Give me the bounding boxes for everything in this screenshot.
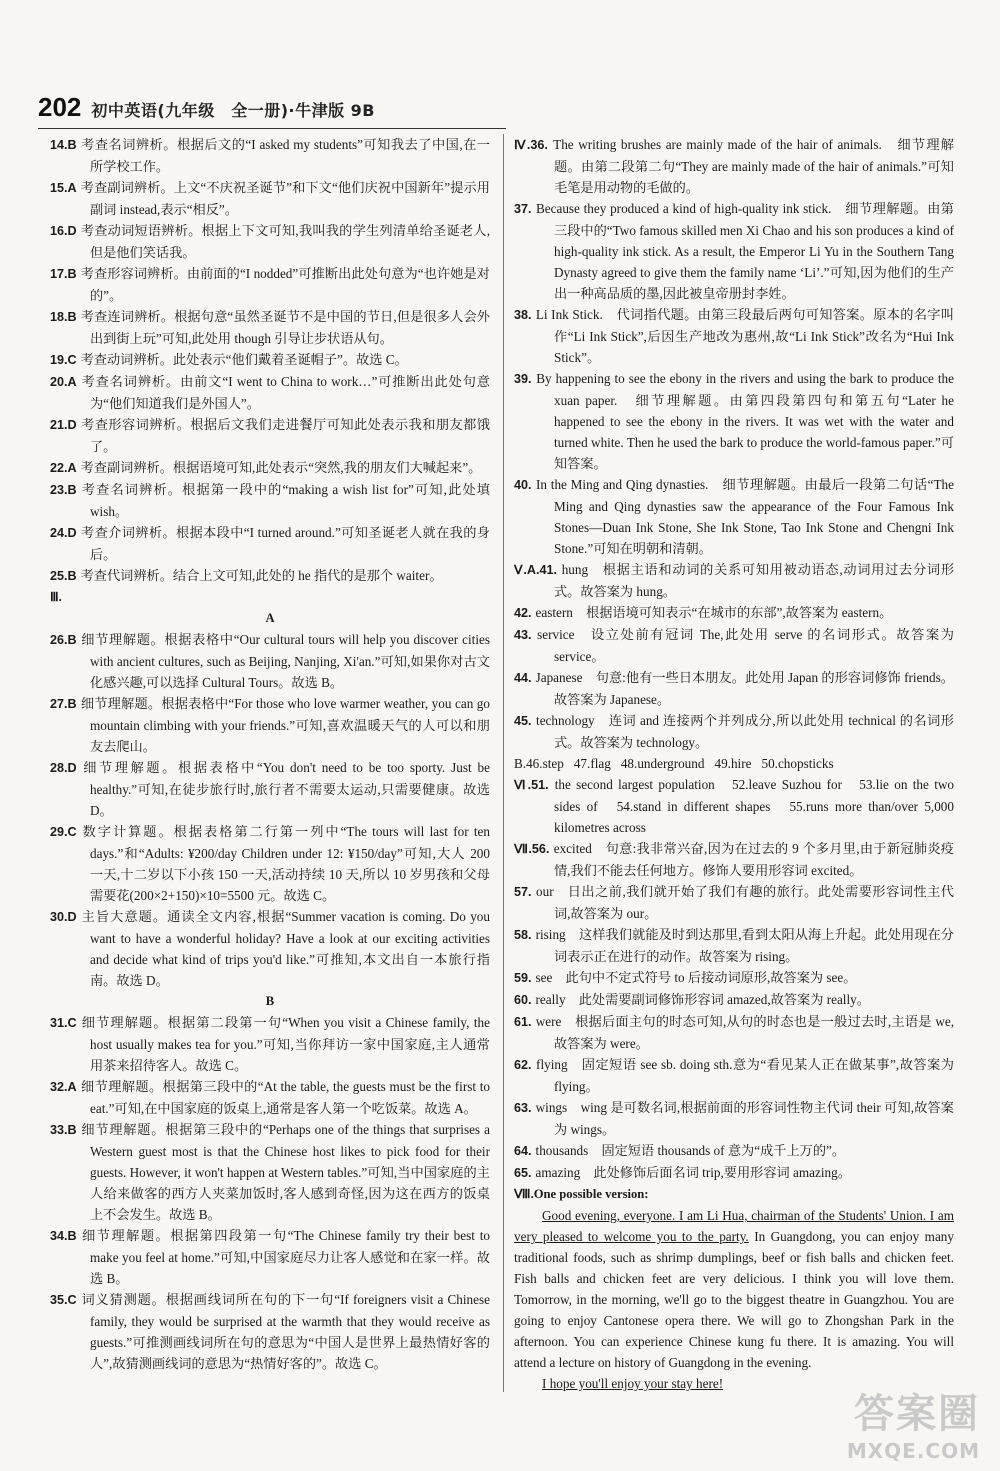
answer-text: wings wing 是可数名词,根据前面的形容词性物主代词 their 可知,故答案为 wings。 <box>535 1100 954 1137</box>
answer-label: 42. <box>514 606 532 620</box>
answer-label: 39. <box>514 372 532 386</box>
answer-item <box>50 414 490 457</box>
answer-item <box>50 220 490 263</box>
answer-text: Because they produced a kind of high-quality ink stick. 细节理解题。由第三段中的“Two famous skilled men Xi Chao and his son produces a kind of high-quality ink stick. As a result, the Emperor Li Yu in the Southern Tang Dynasty agreed to give them the family name ‘Li’.”可知,因为他们的生产出一种高品质的墨,因此被皇帝册封李姓。 <box>535 201 954 301</box>
answer-label: 15.A <box>50 181 77 195</box>
answer-item <box>514 1140 954 1162</box>
answer-label: Ⅵ.51. <box>514 778 549 792</box>
answer-item <box>514 559 954 602</box>
answer-text: hung 根据主语和动词的关系可知用被动语态,动词用过去分词形式。故答案为 hung。 <box>554 562 955 599</box>
answer-text: rising 这样我们就能及时到达那里,看到太阳从海上升起。此处用现在分词表示正在进行的动作。故答案为 rising。 <box>535 927 954 964</box>
answer-text: were 根据后面主句的时态可知,从句的时态也是一般过去时,主语是 we,故答案为 were。 <box>535 1014 954 1051</box>
column-divider <box>503 134 504 1392</box>
answer-item <box>514 198 954 304</box>
section-number: Ⅲ. <box>50 590 62 604</box>
answer-text: 考查动词辨析。此处表示“他们戴着圣诞帽子”。故选 C。 <box>80 352 408 367</box>
answer-text: 考查副词辨析。上文“不庆祝圣诞节”和下文“他们庆祝中国新年”提示用副词 instead,表示“相反”。 <box>80 180 490 217</box>
answer-text: In the Ming and Qing dynasties. 细节理解题。由最后一段第二句话“The Ming and Qing dynasties saw the appearance of the Four Famous Ink Stones—Duan Ink Stone, She Ink Stone, Tao Ink Stone and Chengni Ink Stone.”可知在明朝和清朝。 <box>536 477 954 556</box>
answer-label: 16.D <box>50 224 77 238</box>
answer-text: eastern 根据语境可知表示“在城市的东部”,故答案为 eastern。 <box>535 605 893 620</box>
answer-text: 细节理解题。根据第三段中的“Perhaps one of the things that surprises a Western guest most is that the Chinese host likes to pick food for their guests. However, it won't happen at Western tables.”可知,当中国家庭的主人给来做客的西方人夹菜加饭时,客人感到奇怪,因为这在西方的饭桌上不会发生。故选 B。 <box>81 1122 490 1222</box>
answer-item <box>514 1011 954 1054</box>
answer-item <box>514 602 954 624</box>
answer-label: 35.C <box>50 1293 77 1307</box>
answer-item <box>50 1076 490 1119</box>
answer-item <box>514 924 954 967</box>
answer-text: the second largest population 52.leave Suzhou for 53.lie on the two sides of 54.stand in different shapes 55.runs more than/over 5,000 kilometres across <box>554 777 954 835</box>
answer-text: 考查名词辨析。根据第一段中的“making a wish list for”可知,此处填 wish。 <box>81 482 490 519</box>
answer-label: 40. <box>514 478 532 492</box>
answer-label: 22.A <box>50 461 77 475</box>
answer-item <box>50 821 490 906</box>
answer-text: flying 固定短语 see sb. doing sth.意为“看见某人正在做某事”,故答案为 flying。 <box>536 1057 954 1094</box>
answer-label: 57. <box>514 885 532 899</box>
answer-item <box>50 693 490 757</box>
answer-text: amazing 此处修饰后面名词 trip,要用形容词 amazing。 <box>535 1165 851 1180</box>
answer-item <box>50 263 490 306</box>
answer-label: 37. <box>514 202 532 216</box>
answer-item <box>514 838 954 881</box>
answer-item <box>50 371 490 414</box>
answer-label: 29.C <box>50 825 77 839</box>
answer-text: service 设立处前有冠词 The,此处用 serve 的名词形式。故答案为 service。 <box>537 627 954 664</box>
answer-item <box>514 134 954 198</box>
answer-cell: 49.hire <box>714 756 752 771</box>
answer-text: 细节理解题。根据第二段第一句“When you visit a Chinese family, the host usually makes tea for you.”可知,当你拜访一家中国家庭,主人通常用茶来招待客人。故选 C。 <box>81 1015 490 1073</box>
watermark <box>847 1382 980 1463</box>
answer-item <box>50 134 490 177</box>
answer-label: 59. <box>514 971 532 985</box>
answer-text: 细节理解题。根据第四段第一句“The Chinese family try their best to make you feel at home.”可知,中国家庭尽力让客人感觉和在家一样。故选 B。 <box>82 1228 490 1286</box>
answer-text: really 此处需要副词修饰形容词 amazed,故答案为 really。 <box>535 992 870 1007</box>
answer-text: 考查名词辨析。根据后文的“I asked my students”可知我去了中国,在一所学校工作。 <box>81 137 490 174</box>
answer-text: our 日出之前,我们就开始了我们有趣的旅行。此处需要形容词性主代词,故答案为 our。 <box>536 884 954 921</box>
answer-text: 考查名词辨析。由前文“I went to China to work…”可推断出此处句意为“他们知道我们是外国人”。 <box>81 374 490 411</box>
subsection-label: B <box>265 994 275 1008</box>
watermark-brand: 答案圈 <box>854 1391 980 1437</box>
answer-text: excited 句意:我非常兴奋,因为在过去的 9 个多月里,由于新冠肺炎疫情,我们不能去任何地方。修饰人要用形容词 excited。 <box>553 841 954 878</box>
answer-label: 64. <box>514 1144 532 1158</box>
answer-cell: 48.underground <box>620 756 705 771</box>
answer-item <box>514 774 954 838</box>
answer-item <box>50 349 490 371</box>
answer-item <box>514 304 954 368</box>
answer-label: 45. <box>514 714 532 728</box>
answer-label: Ⅴ.A.41. <box>514 563 557 577</box>
answer-item <box>50 1289 490 1374</box>
answer-item <box>50 522 490 565</box>
answer-text: 考查副词辨析。根据语境可知,此处表示“突然,我的朋友们大喊起来”。 <box>80 460 482 475</box>
answer-item <box>50 906 490 991</box>
answer-label: 33.B <box>50 1123 77 1137</box>
watermark-url: MXQE.COM <box>846 1439 980 1463</box>
answer-text: The writing brushes are mainly made of the hair of animals. 细节理解题。由第二段第二句“They are mainly made of the hair of animals.”可知毛笔是用动物的毛做的。 <box>553 137 954 195</box>
answer-item <box>50 457 490 479</box>
answer-label: 19.C <box>50 353 77 367</box>
answer-label: 18.B <box>50 310 77 324</box>
answer-label: 58. <box>514 928 532 942</box>
answer-item <box>50 1225 490 1289</box>
answer-label: 65. <box>514 1166 532 1180</box>
answer-label: 34.B <box>50 1229 77 1243</box>
answer-text: technology 连词 and 连接两个并列成分,所以此处用 technical 的名词形式。故答案为 technology。 <box>536 713 954 750</box>
answer-text: 考查形容词辨析。根据后文我们走进餐厅可知此处表示我和朋友都饿了。 <box>81 417 490 454</box>
essay-body <box>514 1205 954 1373</box>
book-title: 初中英语(九年级 全一册)·牛津版 9B <box>91 101 375 120</box>
answer-cell: B.46.step <box>514 756 564 771</box>
answer-label: 26.B <box>50 633 77 647</box>
answer-text: By happening to see the ebony in the rivers and using the bark to produce the xuan paper. 细节理解题。由第四段第四句和第五句“Later he happened to see the ebony in the rivers. It was wet with the water and turned white. Then he used the bark to produce the world-famous paper.”可知答案。 <box>536 371 954 471</box>
answer-item <box>50 306 490 349</box>
essay-closing: I hope you'll enjoy your stay here! <box>542 1376 724 1391</box>
answer-item <box>50 177 490 220</box>
answer-item <box>514 368 954 474</box>
answer-label: 63. <box>514 1101 532 1115</box>
answer-label: 27.B <box>50 697 77 711</box>
answer-label: 20.A <box>50 375 77 389</box>
answer-item <box>514 667 954 710</box>
answer-text: 词义猜测题。根据画线词所在句的下一句“If foreigners visit a Chinese family, they would be surprised at the warmth that they would receive as guests.”可推测画线词所在句的意思为“中国人是世界上最热情好客的人”,故猜测画线词的意思为“热情好客的”。故选 C。 <box>81 1292 490 1371</box>
answer-text: 主旨大意题。通读全文内容,根据“Summer vacation is coming. Do you want to have a wonderful holiday? Have a look at our exciting activities and decide what kind of trips you'd like.”可推知,本文出自一本旅行指南。故选 D。 <box>81 909 490 988</box>
answer-item <box>50 479 490 522</box>
answer-item <box>514 624 954 667</box>
answer-text: 细节理解题。根据表格中“For those who love warmer weather, you can go mountain climbing with your friends.”可知,喜欢温暖天气的人可以和朋友去爬山。 <box>80 696 490 754</box>
answer-item <box>514 1054 954 1097</box>
answer-label: 43. <box>514 628 532 642</box>
answer-label: 21.D <box>50 418 77 432</box>
right-items <box>514 134 954 1184</box>
answer-label: Ⅳ.36. <box>514 138 548 152</box>
answer-text: see 此句中不定式符号 to 后接动词原形,故答案为 see。 <box>535 970 857 985</box>
answer-text: thousands 固定短语 thousands of 意为“成千上万的”。 <box>535 1143 846 1158</box>
answer-text: 考查形容词辨析。由前面的“I nodded”可推断出此处句意为“也许她是对的”。 <box>80 266 490 303</box>
header-rule <box>38 128 506 129</box>
answer-label: 31.C <box>50 1016 77 1030</box>
right-column <box>514 134 954 1394</box>
answer-text: 考查连词辨析。根据句意“虽然圣诞节不是中国的节日,但是很多人会外出到街上玩”可知,此处用 though 引导让步状语从句。 <box>80 309 490 346</box>
answer-text: 考查代词辨析。结合上文可知,此处的 he 指代的是那个 waiter。 <box>80 568 443 583</box>
page-number: 202 <box>38 92 82 122</box>
answer-item <box>50 565 490 587</box>
answer-text: 数字计算题。根据表格第二行第一列中“The tours will last for ten days.”和“Adults: ¥200/day Children under 12: ¥150/day”可知,大人 200 一天,十二岁以下小孩 150 一天,活动持续 10 天,所以 10 岁男孩和父母需要花(200×2+150)×10=5500 元。故选 C。 <box>82 824 490 903</box>
answer-text: Li Ink Stick. 代词指代题。由第三段最后两句可知答案。原本的名字叫作“Li Ink Stick”,后因生产地改为惠州,故“Li Ink Stick”改名为“Hui Ink Stick”。 <box>535 307 954 365</box>
answer-item <box>514 1097 954 1140</box>
answer-text: 细节理解题。根据表格中“Our cultural tours will help you discover cities with ancient cultures, such as Beijing, Nanjing, Xi'an.”可知,如果你对古文化感兴趣,可以选择 Cultural Tours。故选 B。 <box>81 632 490 690</box>
left-column <box>50 134 490 1374</box>
answer-label: 25.B <box>50 569 77 583</box>
essay-main: In Guangdong, you can enjoy many traditional foods, such as shrimp dumplings, beef or fish balls and chicken feet. Fish balls and chicken feet are very delicious. I think you will love them. Tomorrow, in the morning, we'll go to the biggest theatre in Guangzhou. You are going to enjoy Cantonese opera there. We will go to Zhongshan Park in the afternoon. You can experience Chinese kung fu there. It is amazing. You will attend a lecture on history of Guangdong in the evening. <box>514 1229 954 1370</box>
answer-item <box>514 967 954 989</box>
subsection-label: A <box>265 611 275 625</box>
answer-text: 考查介词辨析。根据本段中“I turned around.”可知圣诞老人就在我的身后。 <box>81 525 490 562</box>
answer-label: 38. <box>514 308 532 322</box>
answer-label: 44. <box>514 671 532 685</box>
answer-text: 细节理解题。根据第三段中的“At the table, the guests must be the first to eat.”可知,在中国家庭的饭桌上,通常是客人第一个吃饭菜。故选 A。 <box>81 1079 490 1116</box>
answer-label: Ⅶ.56. <box>514 842 550 856</box>
answer-label: 30.D <box>50 910 77 924</box>
answer-label: 60. <box>514 993 532 1007</box>
answer-label: 23.B <box>50 483 77 497</box>
answer-item <box>514 1162 954 1184</box>
essay-opening: Good evening, everyone. I am Li Hua, chairman of the Students' Union. I am very pleased to welcome you to the party. <box>514 1208 954 1244</box>
answer-label: 28.D <box>50 761 77 775</box>
page-header <box>38 92 375 126</box>
answer-cell: 47.flag <box>573 756 611 771</box>
answer-cell: 50.chopsticks <box>761 756 834 771</box>
answer-label: 61. <box>514 1015 532 1029</box>
answer-item <box>514 989 954 1011</box>
answer-label: 24.D <box>50 526 77 540</box>
answer-label: 17.B <box>50 267 77 281</box>
answer-item <box>514 881 954 924</box>
answer-item <box>514 474 954 559</box>
essay-heading: Ⅷ.One possible version: <box>514 1187 649 1201</box>
answer-label: 32.A <box>50 1080 77 1094</box>
answer-item <box>50 757 490 821</box>
answer-text: 考查动词短语辨析。根据上下文可知,我叫我的学生列清单给圣诞老人,但是他们笑话我。 <box>80 223 490 260</box>
answer-label: 62. <box>514 1058 532 1072</box>
answer-row <box>514 753 954 774</box>
answer-item <box>50 1012 490 1076</box>
answer-text: 细节理解题。根据表格中“You don't need to be too sporty. Just be healthy.”可知,在徒步旅行时,旅行者不需要太运动,只需要健康。故选 D。 <box>83 760 490 818</box>
answer-label: 14.B <box>50 138 77 152</box>
answer-item <box>514 710 954 753</box>
answer-text: Japanese 句意:他有一些日本朋友。此处用 Japan 的形容词修饰 friends。故答案为 Japanese。 <box>535 670 954 707</box>
answer-item <box>50 1119 490 1225</box>
answer-item <box>50 629 490 693</box>
